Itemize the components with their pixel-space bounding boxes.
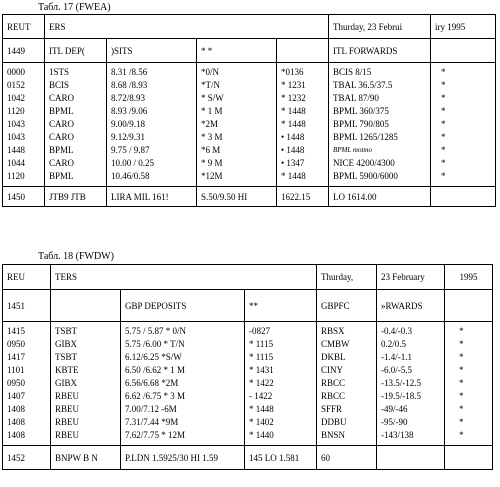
table-cell: CMBW	[321, 339, 350, 349]
table1-header-c1: REUT	[3, 15, 45, 39]
table-cell: 0000	[7, 67, 25, 77]
table-cell: CARO	[49, 132, 75, 142]
table-cell: 9.00/9.18	[111, 119, 146, 129]
table2-footer-c3: P.LDN 1.5925/30 HI 1.59	[121, 446, 245, 470]
table-cell: 10.46/0.58	[111, 171, 150, 181]
table-cell: *	[441, 158, 446, 168]
table-cell: 7.62/7.75 * 12M	[125, 430, 186, 440]
table-cell: * 9 M	[201, 158, 223, 168]
table2-sub-c6: »RWARDS	[377, 290, 445, 322]
table2-header-row	[3, 265, 493, 290]
table-cell: * 1231	[281, 80, 306, 90]
table-cell: *	[459, 417, 464, 427]
table1-forward-col	[329, 63, 431, 187]
table-cell: *	[459, 391, 464, 401]
table-cell: * 1232	[281, 93, 306, 103]
table-cell: * 1115	[249, 339, 274, 349]
table-cell: RBSX	[321, 326, 345, 336]
table-cell: 5.75 / 5.87 * 0/N	[125, 326, 187, 336]
table-cell: 1101	[7, 365, 25, 375]
table1-subheader-row	[3, 39, 496, 63]
table-cell: BPML	[49, 106, 74, 116]
table-cell: • 1347	[281, 158, 305, 168]
table-cell: *	[441, 119, 446, 129]
table-cell: *	[441, 132, 446, 142]
table-cell: BPML motmo	[333, 146, 372, 154]
table-cell: 0950	[7, 378, 25, 388]
table-cell: 1417	[7, 352, 25, 362]
table2-body-row	[3, 322, 493, 446]
table-cell: RBEU	[55, 430, 80, 440]
table-cell: * 1448	[281, 119, 306, 129]
table-cell: * 1448	[281, 171, 306, 181]
table-cell: * 3 M	[201, 132, 223, 142]
table-cell: 1STS	[49, 67, 70, 77]
table1-footer-c3: LIRA MIL 161!	[107, 187, 197, 207]
table-cell: -1.4/-1.1	[381, 352, 412, 362]
table-cell: BPML	[49, 145, 74, 155]
table-cell: BNSN	[321, 430, 346, 440]
table2-sub-c4: **	[245, 290, 317, 322]
table2-footer-c5: 60	[317, 446, 377, 470]
table1-footer-c4: S.50/9.50 HI	[197, 187, 277, 207]
table-cell: BPML 790/805	[333, 119, 389, 129]
table1-sub-c4: * *	[197, 39, 277, 63]
table-cell: 1415	[7, 326, 25, 336]
table-cell: RBEU	[55, 391, 80, 401]
table-cell: BPML 360/375	[333, 106, 389, 116]
table2	[2, 264, 493, 470]
table2-header-c7: 1995	[445, 265, 493, 290]
table-cell: BPML 5900/6000	[333, 171, 398, 181]
table1-mark-col	[197, 63, 277, 187]
table-cell: 6.50 /6.62 * 1 M	[125, 365, 186, 375]
table2-forward-col	[377, 322, 445, 446]
table-cell: BPML 1265/1285	[333, 132, 398, 142]
table-cell: CARO	[49, 119, 75, 129]
table-cell: BPML	[49, 171, 74, 181]
table-cell: 7.31/7.44 *9M	[125, 417, 179, 427]
table-cell: 9.75 / 9.87	[111, 145, 150, 155]
table-cell: *	[459, 326, 464, 336]
table-cell: DKBL	[321, 352, 346, 362]
table-cell: 1042	[7, 93, 25, 103]
table1-footer-row	[3, 187, 496, 207]
table-cell: TSBT	[55, 326, 78, 336]
table-cell: RBEU	[55, 404, 80, 414]
table-cell: * 1115	[249, 352, 274, 362]
table-cell: *6 M	[201, 145, 221, 155]
table2-footer-c2: BNPW B N	[51, 446, 121, 470]
table1	[2, 14, 496, 207]
table-cell: 5.75 /6.00 * T/N	[125, 339, 185, 349]
table1-sub-c2: ITL DEP(	[45, 39, 107, 63]
table-cell: *	[459, 430, 464, 440]
table1-star-col	[431, 63, 496, 187]
table-cell: -19.5/-18.5	[381, 391, 421, 401]
table-cell: GIBX	[55, 378, 77, 388]
table2-header-c2: TERS	[51, 265, 121, 290]
table-cell: DDBU	[321, 417, 347, 427]
table-cell: 9.12/9.31	[111, 132, 146, 142]
table2-subheader-row	[3, 290, 493, 322]
table1-name-col	[45, 63, 107, 187]
table-cell: *	[441, 106, 446, 116]
table-cell: CARO	[49, 93, 75, 103]
table-cell: • 1448	[281, 145, 305, 155]
table-cell: *	[441, 171, 446, 181]
table-cell: 8.31 /8.56	[111, 67, 148, 77]
table1-footer-c1: 1450	[3, 187, 45, 207]
table2-num-col	[245, 322, 317, 446]
table1-sub-c3: )SITS	[107, 39, 197, 63]
table-cell: *	[441, 93, 446, 103]
table1-header-c7: iry 1995	[431, 15, 496, 39]
table-cell: 1120	[7, 106, 25, 116]
table-cell: *12M	[201, 171, 223, 181]
table-cell: *	[441, 67, 446, 77]
table1-header-c2: ERS	[45, 15, 107, 39]
table-cell: 1408	[7, 430, 25, 440]
table2-caption: Табл. 18 (FWDW)	[38, 251, 114, 262]
table-cell: *	[459, 404, 464, 414]
table1-body-row	[3, 63, 496, 187]
table-cell: 0152	[7, 80, 25, 90]
table-cell: *T/N	[201, 80, 220, 90]
table1-caption: Табл. 17 (FWEA)	[38, 2, 111, 13]
table1-sub-c6: ITL FORWARDS	[329, 39, 431, 63]
table2-name-col	[51, 322, 121, 446]
table-cell: CARO	[49, 158, 75, 168]
table-cell: KBTE	[55, 365, 79, 375]
table-cell: GIBX	[55, 339, 77, 349]
table1-footer-c5: 1622.15	[277, 187, 329, 207]
table-cell: 6.56/6.68 *2M	[125, 378, 179, 388]
table1-header-c6: Thurday, 23 Februi	[329, 15, 431, 39]
table2-bank-col	[317, 322, 377, 446]
table-cell: *	[459, 378, 464, 388]
table-cell: 0.2/0.5	[381, 339, 407, 349]
table-cell: 6.62 /6.75 * 3 M	[125, 391, 186, 401]
table1-quote-col	[107, 63, 197, 187]
table-cell: 1044	[7, 158, 25, 168]
table1-sub-c1: 1449	[3, 39, 45, 63]
table-cell: RBEU	[55, 417, 80, 427]
table-cell: 7.00/7.12 -6M	[125, 404, 177, 414]
table-cell: NICE 4200/4300	[333, 158, 395, 168]
table-cell: RBCC	[321, 378, 346, 388]
table-cell: 1120	[7, 171, 25, 181]
table-cell: * 1422	[249, 378, 274, 388]
table-cell: *	[459, 352, 464, 362]
table-cell: CINY	[321, 365, 343, 375]
table-cell: SFFR	[321, 404, 343, 414]
table-cell: 8.93 /9.06	[111, 106, 148, 116]
table2-sub-c5: GBPFC	[317, 290, 377, 322]
table-cell: 0950	[7, 339, 25, 349]
table-cell: 8.72/8.93	[111, 93, 146, 103]
table2-sub-c1: 1451	[3, 290, 51, 322]
table-cell: BCIS 8/15	[333, 67, 372, 77]
table-cell: *	[441, 145, 446, 155]
table-cell: 6.12/6.25 *S/W	[125, 352, 182, 362]
table2-quote-col	[121, 322, 245, 446]
table-cell: 1043	[7, 119, 25, 129]
table-cell: TBAL 36.5/37.5	[333, 80, 393, 90]
table-cell: -6.0/-5.5	[381, 365, 412, 375]
table-cell: * 1448	[281, 106, 306, 116]
table1-code-col	[3, 63, 45, 187]
table2-footer-c4: 145 LO 1.581	[245, 446, 317, 470]
table-cell: *0136	[281, 67, 304, 77]
table-cell: * 1 M	[201, 106, 223, 116]
table-cell: * S/W	[201, 93, 224, 103]
table2-header-c1: REU	[3, 265, 51, 290]
table-cell: *	[441, 80, 446, 90]
table2-header-c5: Thurday,	[317, 265, 377, 290]
table1-header-row	[3, 15, 496, 39]
table-cell: RBCC	[321, 391, 346, 401]
table2-footer-c1: 1452	[3, 446, 51, 470]
table-cell: *2M	[201, 119, 219, 129]
table-cell: - 1422	[249, 391, 273, 401]
table-cell: * 1402	[249, 417, 274, 427]
table2-footer-row	[3, 446, 493, 470]
table-cell: 1407	[7, 391, 25, 401]
table-cell: -49/-46	[381, 404, 408, 414]
table-cell: -143/138	[381, 430, 414, 440]
table-cell: *	[459, 339, 464, 349]
table-cell: *0/N	[201, 67, 219, 77]
table-cell: BCIS	[49, 80, 70, 90]
table-cell: 1408	[7, 417, 25, 427]
table1-footer-c2: JTB9 JTB	[45, 187, 107, 207]
table-cell: 8.68 /8.93	[111, 80, 148, 90]
table-cell: 10.00 / 0.25	[111, 158, 155, 168]
table1-footer-c6: LO 1614.00	[329, 187, 431, 207]
table2-header-c6: 23 February	[377, 265, 445, 290]
table-cell: • 1448	[281, 132, 305, 142]
table-cell: 1043	[7, 132, 25, 142]
table-cell: * 1440	[249, 430, 274, 440]
table-cell: TBAL 87/90	[333, 93, 379, 103]
table-cell: * 1431	[249, 365, 274, 375]
table-cell: -95/-90	[381, 417, 408, 427]
table1-num-col	[277, 63, 329, 187]
table2-code-col	[3, 322, 51, 446]
table2-sub-c3: GBP DEPOSITS	[121, 290, 245, 322]
table-cell: -0827	[249, 326, 270, 336]
table-cell: *	[459, 365, 464, 375]
table-cell: 1448	[7, 145, 25, 155]
table-cell: 1408	[7, 404, 25, 414]
table-cell: * 1448	[249, 404, 274, 414]
table-cell: -13.5/-12.5	[381, 378, 421, 388]
table-cell: -0.4/-0.3	[381, 326, 412, 336]
table2-star-col	[445, 322, 493, 446]
table-cell: TSBT	[55, 352, 78, 362]
